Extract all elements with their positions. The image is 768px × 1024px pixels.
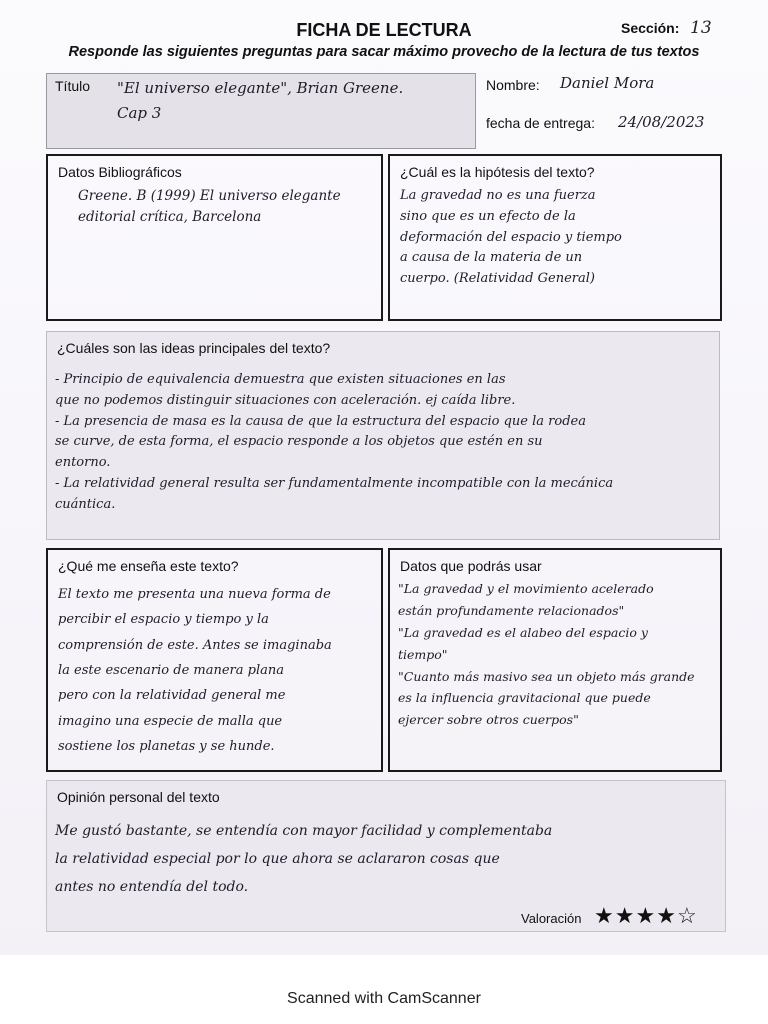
star-filled-icon: ★ — [614, 903, 636, 928]
hypothesis-text: La gravedad no es una fuerza sino que es un efecto de la deformación del espacio y tiempo a causa de la materia de un cuerpo. (Relatividad General) — [400, 188, 622, 287]
main-ideas-box — [46, 331, 720, 540]
usable-data-label: Datos que podrás usar — [400, 558, 542, 574]
section-label: Sección: — [621, 20, 680, 36]
usable-data-box — [388, 548, 722, 772]
section-value: 13 — [690, 18, 712, 38]
title-value: "El universo elegante", Brian Greene. Cap 3 — [117, 79, 404, 122]
page-title: FICHA DE LECTURA — [296, 20, 472, 40]
hypothesis-box — [388, 154, 722, 321]
teaches-box — [46, 548, 383, 772]
rating-label: Valoración — [521, 911, 582, 926]
name-value: Daniel Mora — [560, 74, 655, 92]
date-value: 24/08/2023 — [618, 113, 705, 131]
opinion-label: Opinión personal del texto — [57, 789, 220, 805]
star-filled-icon: ★ — [594, 903, 615, 928]
hypothesis-label: ¿Cuál es la hipótesis del texto? — [400, 164, 595, 180]
bibliographic-box — [46, 154, 383, 321]
teaches-text: El texto me presenta una nueva forma de percibir el espacio y tiempo y la comprensión de este. Antes se imaginaba la este escenario de manera plana pero con la relatividad general me imagino una especie de malla que sostiene los planetas y se hunde. — [58, 587, 332, 755]
star-filled-icon: ★ — [635, 903, 657, 928]
bibliographic-text: Greene. B (1999) El universo elegante editorial crítica, Barcelona — [78, 188, 341, 225]
teaches-label: ¿Qué me enseña este texto? — [58, 558, 239, 574]
star-empty-icon: ☆ — [676, 903, 698, 928]
opinion-text: Me gustó bastante, se entendía con mayor facilidad y complementaba la relatividad especial por lo que ahora se aclararon cosas que antes no entendía del todo. — [55, 823, 553, 895]
main-ideas-text: - Principio de equivalencia demuestra que existen situaciones en las que no podemos distinguir situaciones con aceleración. ej caída libre. - La presencia de masa es la causa de que la estructura del espacio que la rodea se curve, de esta forma, el espacio responde a los objetos que estén en su entorno. - La relatividad general resulta ser fundamentalmente incompatible con la mecánica cuántica. — [55, 372, 614, 512]
usable-data-text: "La gravedad y el movimiento acelerado están profundamente relacionados" "La gravedad es el alabeo del espacio y tiempo" "Cuanto más masivo sea un objeto más grande es la influencia gravitacional que puede ejercer sobre otros cuerpos" — [398, 581, 695, 728]
scanner-footer: Scanned with CamScanner — [287, 990, 481, 1007]
main-ideas-label: ¿Cuáles son las ideas principales del texto? — [57, 340, 331, 356]
name-label: Nombre: — [486, 77, 540, 93]
page-subtitle: Responde las siguientes preguntas para sacar máximo provecho de la lectura de tus textos — [68, 44, 700, 60]
date-label: fecha de entrega: — [486, 115, 595, 131]
star-filled-icon: ★ — [656, 903, 677, 928]
title-label: Título — [55, 78, 91, 94]
title-box — [46, 73, 476, 149]
bibliographic-label: Datos Bibliográficos — [58, 164, 182, 180]
rating-stars — [594, 903, 698, 929]
